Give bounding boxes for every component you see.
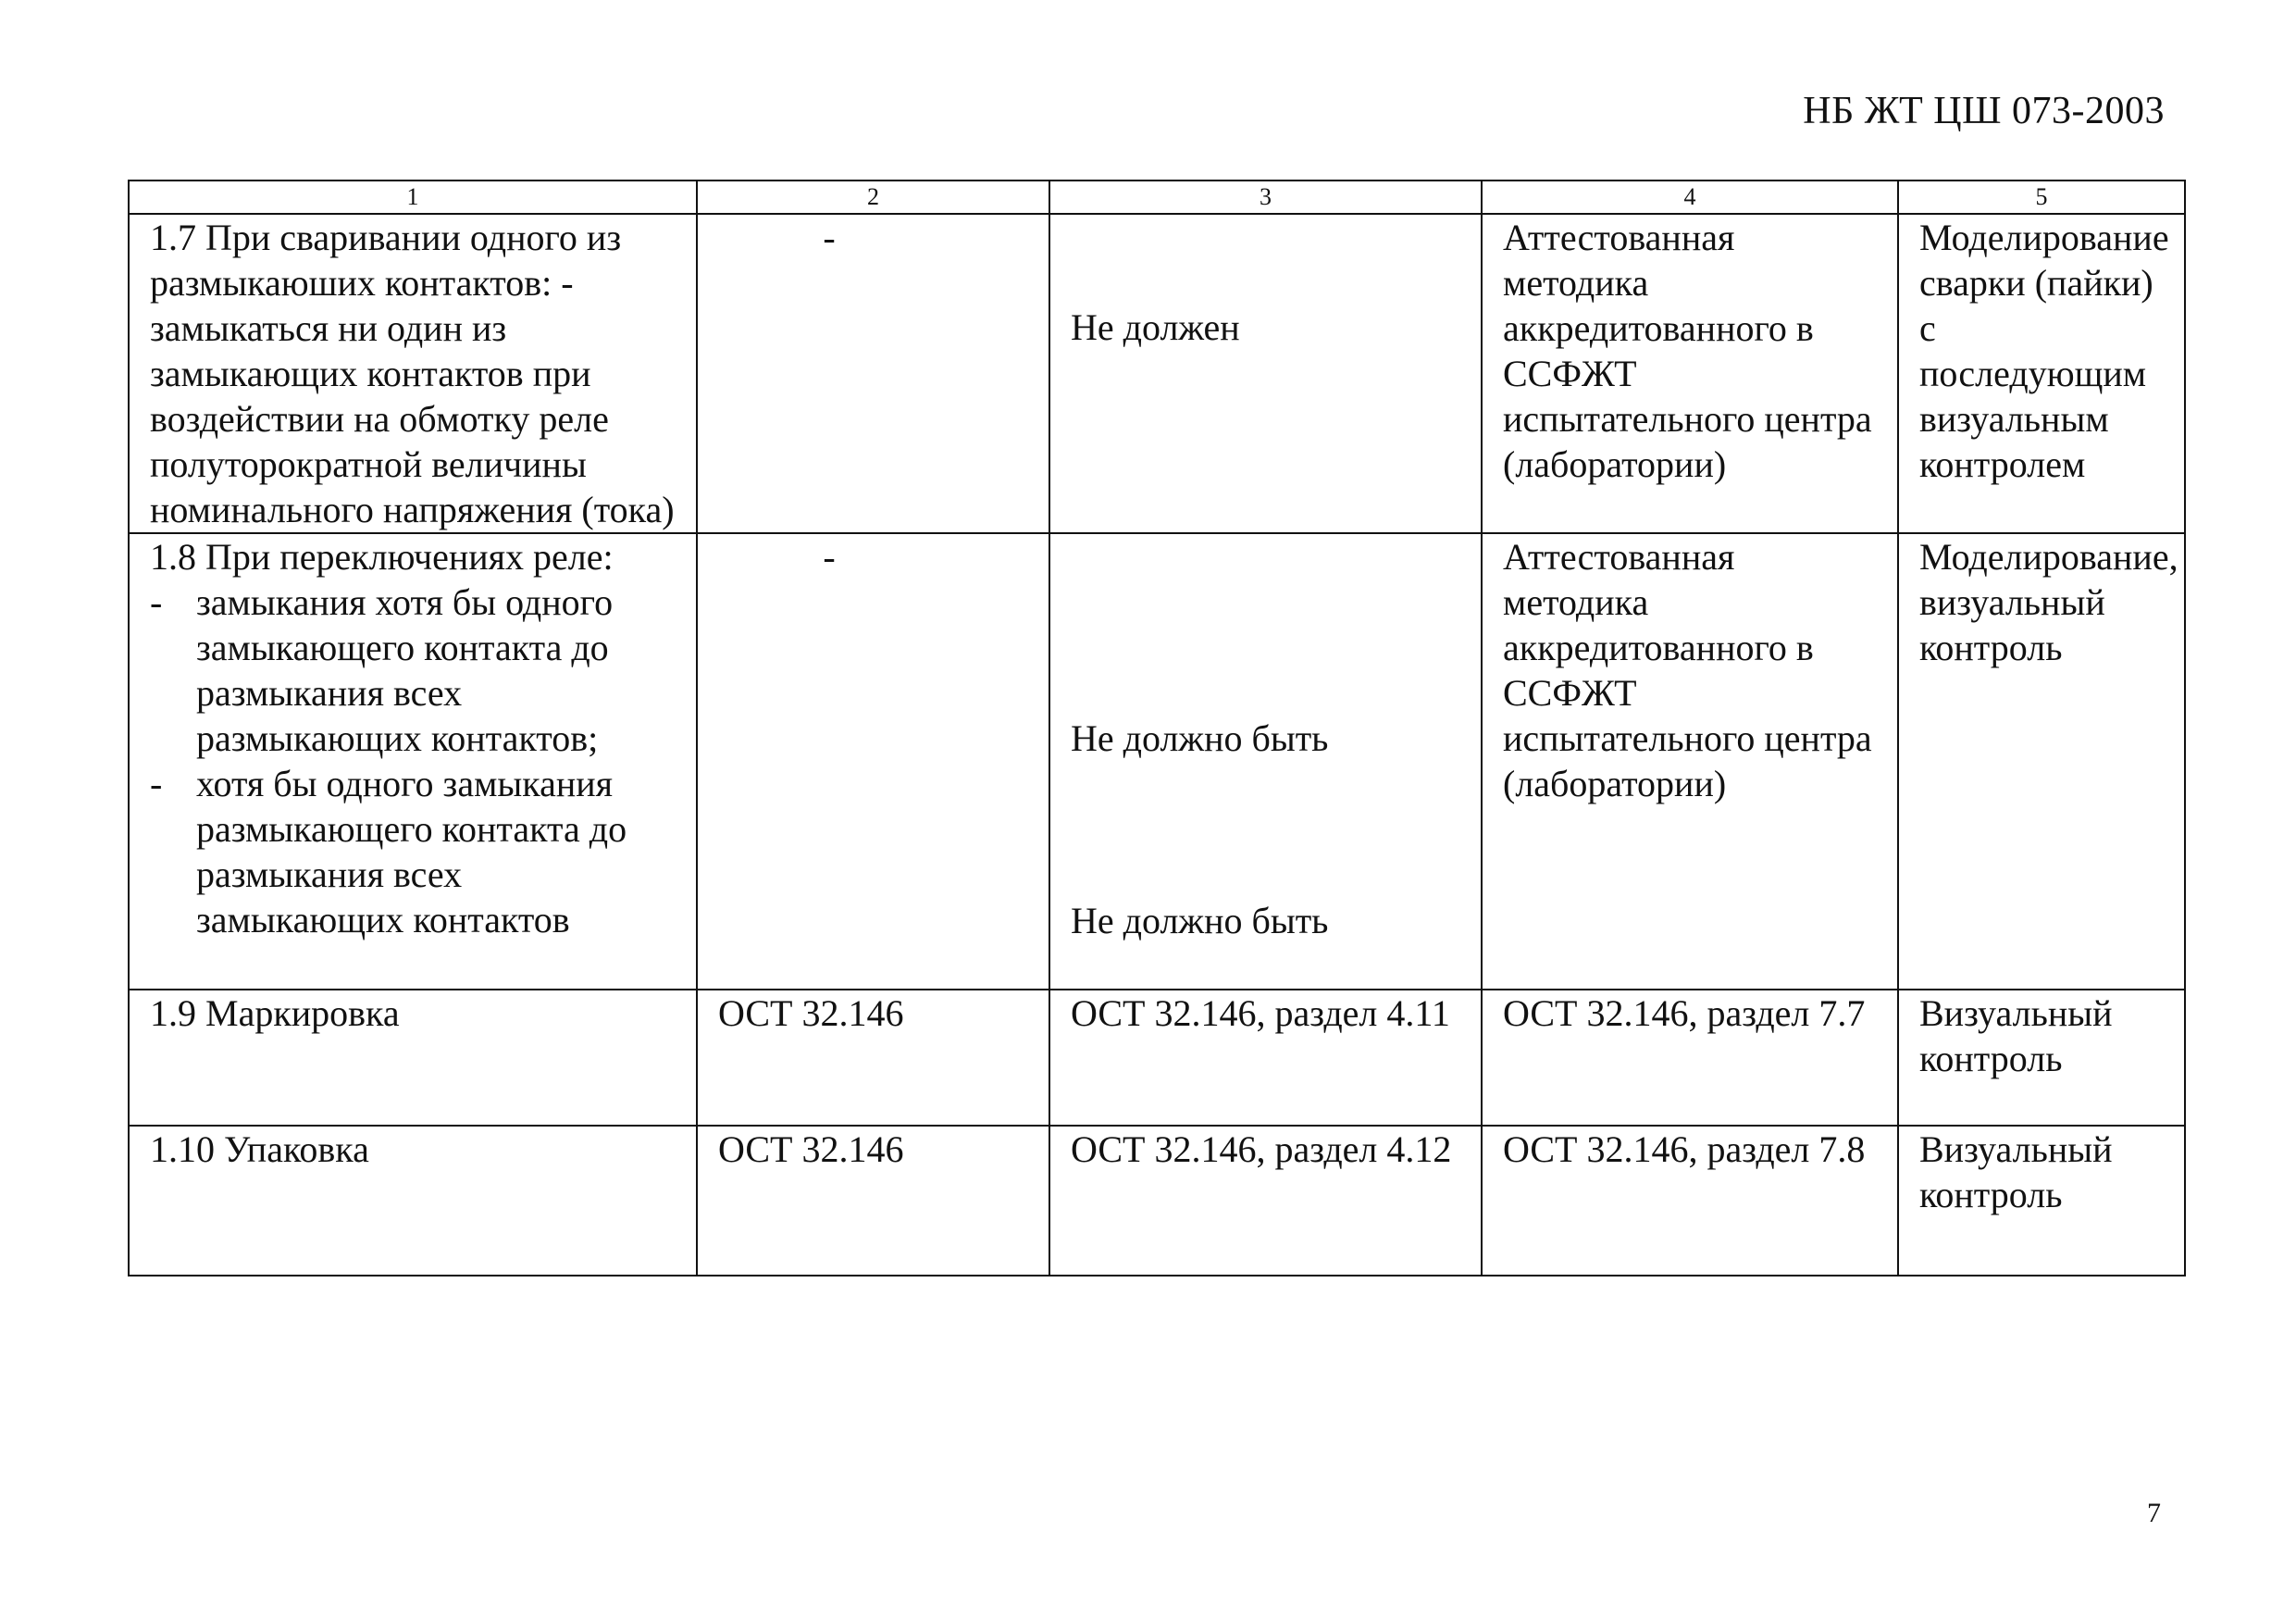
column-number-row — [129, 181, 2185, 214]
column-number: 5 — [1898, 181, 2185, 214]
table-row — [129, 214, 2185, 533]
requirement-cell: 1.10 Упаковка — [129, 1126, 697, 1276]
requirement-cell: 1.7 При сваривании одного из размыкаюших контактов: - замыкаться ни один из замыкающих контактов при воздействии на обмотку реле полуторократной величины номинального напряжения (тока) — [129, 214, 697, 533]
column-number: 2 — [697, 181, 1049, 214]
control-type-cell: Моделирование, визуальный контроль — [1898, 533, 2185, 990]
control-type-cell: Визуальный контроль — [1898, 1126, 2185, 1276]
requirement-list — [150, 579, 676, 942]
method-cell: ОСТ 32.146, раздел 7.7 — [1482, 990, 1898, 1126]
column-number: 1 — [129, 181, 697, 214]
value-text: Не должно быть — [1071, 900, 1329, 941]
table-row — [129, 1126, 2185, 1276]
requirement-title: 1.8 При переключениях реле: — [150, 536, 614, 578]
norm-doc-cell: ОСТ 32.146 — [697, 1126, 1049, 1276]
requirements-table — [128, 180, 2186, 1277]
table-row — [129, 533, 2185, 990]
control-type-cell: Визуальный контроль — [1898, 990, 2185, 1126]
norm-doc-cell: - — [697, 533, 1049, 990]
column-number: 3 — [1049, 181, 1482, 214]
control-type-cell: Моделирование сварки (пайки) с последующим визуальным контролем — [1898, 214, 2185, 533]
column-number: 4 — [1482, 181, 1898, 214]
value-text: Не должно быть — [1071, 717, 1329, 759]
requirement-cell: 1.9 Маркировка — [129, 990, 697, 1126]
value-cell — [1049, 533, 1482, 990]
norm-doc-cell: ОСТ 32.146 — [697, 990, 1049, 1126]
document-code: НБ ЖТ ЦШ 073-2003 — [1803, 90, 2165, 132]
list-item: - хотя бы одного замыкания размыкающего контакта до размыкания всех замыкающих контактов — [150, 761, 676, 942]
method-cell: ОСТ 32.146, раздел 7.8 — [1482, 1126, 1898, 1276]
requirement-cell — [129, 533, 697, 990]
page-number: 7 — [2147, 1498, 2161, 1528]
value-cell: ОСТ 32.146, раздел 4.12 — [1049, 1126, 1482, 1276]
method-cell: Аттестованная методика аккредитованного в ССФЖТ испытательного центра (лаборатории) — [1482, 533, 1898, 990]
value-cell: ОСТ 32.146, раздел 4.11 — [1049, 990, 1482, 1126]
norm-doc-cell: - — [697, 214, 1049, 533]
list-item: - замыкания хотя бы одного замыкающего контакта до размыкания всех размыкающих контактов; — [150, 579, 676, 761]
method-cell: Аттестованная методика аккредитованного в ССФЖТ испытательного центра (лаборатории) — [1482, 214, 1898, 533]
table-row — [129, 990, 2185, 1126]
value-cell: Не должен — [1049, 214, 1482, 533]
